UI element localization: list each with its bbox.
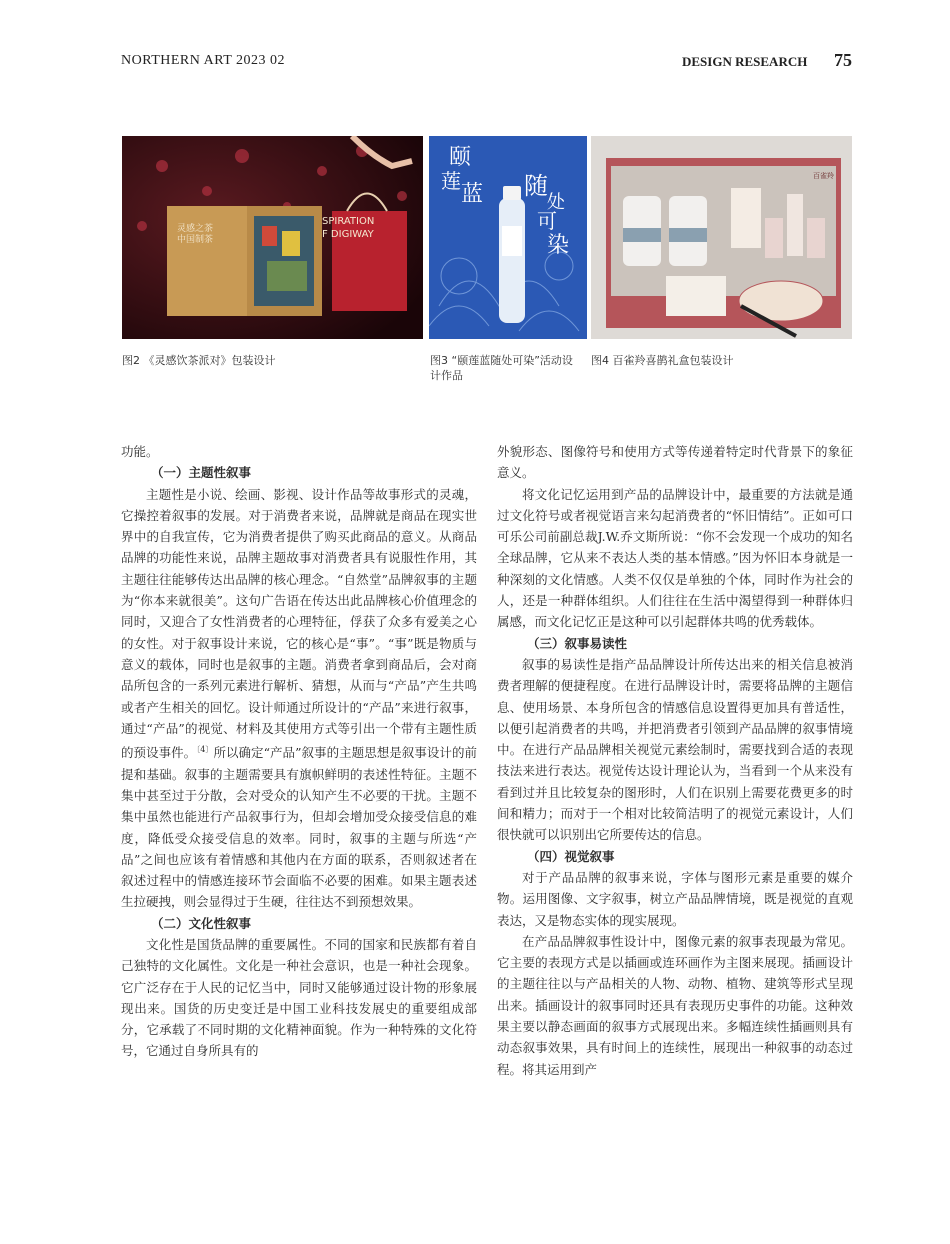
fig3-char-3: 蓝 <box>461 182 484 207</box>
right-column <box>497 441 853 1080</box>
paragraph: 叙事的易读性是指产品品牌设计所传达出来的相关信息被消费者理解的便捷程度。在进行品牌设计时，需要将品牌的主题信息、使用场景、本身所包含的情感信息设置得更加具有普适性，以便引起消费者的共鸣，并把消费者引领到产品品牌的叙事情境中。在进行产品品牌相关视觉元素绘制时，需要找到合适的表现技法来进行表达。视觉传达设计理论认为，当看到一个从来没有看到过并且比较复杂的图形时，人们在识别上需要花费更多的时间和精力；而对于一个相对比较简洁明了的视觉元素设计，人们很快就可以识别出它所要传达的信息。 <box>497 656 853 843</box>
paragraph-text: 主题性是小说、绘画、影视、设计作品等故事形式的灵魂，它操控着叙事的发展。对于消费者来说，品牌就是商品在现实世界中的自我宣传，它为消费者提供了购买此商品的意义。从商品品牌的功能性来说，品牌主题故事对消费者具有说服性作用，其主题往往能够传达出品牌的核心理念。“自然堂”品牌叙事的主题为“你本来就很美”。这句广告语在传达出此品牌核心价值理念的同时，又迎合了女性消费者的心理特征，俘获了众多有爱美之心的女性。对于叙事设计来说，它的核心是“事”。“事”既是物质与意义的载体，同时也是叙事的主题。消费者拿到商品后，会对商品所包含的一系列元素进行解析、猜想，从而与“产品”产生共鸣或者产生相关的回忆。设计师通过所设计的“产品”来进行叙事，通过“产品”的视觉、材料及其使用方式等引出一个带有主题性质的预设事件。 <box>121 486 477 761</box>
paragraph: 文化性是国货品牌的重要属性。不同的国家和民族都有着自己独特的文化属性。文化是一种社会意识，也是一种社会现象。它广泛存在于人民的记忆当中，同时又能够通过设计物的形象展现出来。国货的历史变迁是中国工业科技发展史的重要组成部分，它承载了不同时期的文化精神面貌。作为一种特殊的文化符号，它通过自身所具有的 <box>121 936 477 1059</box>
paragraph: 功能。 <box>121 444 159 459</box>
fig4-brand-mark: 百雀羚 <box>813 172 834 180</box>
fig3-char-4: 随 <box>524 172 548 200</box>
section-heading: （四）视觉叙事 <box>527 848 615 864</box>
fig3-char-2: 莲 <box>441 169 461 193</box>
fig2-mark-4: F DIGIWAY <box>322 229 374 240</box>
figure-4-illustration <box>591 136 852 339</box>
fig3-char-6: 可 <box>537 209 557 233</box>
figure-3-caption: 图3 “颐莲蓝随处可染”活动设计作品 <box>430 354 573 382</box>
page-number: 75 <box>834 50 852 70</box>
running-header-left: NORTHERN ART 2023 02 <box>121 53 286 68</box>
paragraph: 将文化记忆运用到产品的品牌设计中，最重要的方法就是通过文化符号或者视觉语言来勾起消费者的“怀旧情结”。正如可口可乐公司前副总裁J.W.乔文斯所说：“你不会发现一个成功的知名全球品牌，它从来不表达人类的基本情感。”因为怀旧本身就是一种深刻的文化情感。人类不仅仅是单独的个体，同时作为社会的人，还是一种群体组织。人们往往在生活中渴望得到一种群体归属感，而文化记忆正是这种可以引起群体共鸣的优秀载体。 <box>497 486 853 630</box>
reference-marker[interactable]: 〔4〕 <box>196 745 214 755</box>
paragraph: 外貌形态、图像符号和使用方式等传递着特定时代背景下的象征意义。 <box>497 444 853 481</box>
fig3-char-5: 处 <box>547 192 565 213</box>
figure-4-photo <box>591 136 852 339</box>
paragraph: 在产品品牌叙事性设计中，图像元素的叙事表现最为常见。它主要的表现方式是以插画或连环画作为主图来展现。插画设计的主题往往以与产品相关的人物、动物、植物、建筑等形式呈现出来。插画设计的叙事同时还具有表现历史事件的功能。这种效果主要以静态画面的叙事方式展现出来。多幅连续性插画则具有动态叙事效果，具有时间上的连续性，展现出一种叙事的动态过程。将其运用到产 <box>497 933 853 1077</box>
section-heading: （三）叙事易读性 <box>527 635 628 651</box>
paragraph-text: 所以确定“产品”叙事的主题思想是叙事设计的前提和基础。叙事的主题需要具有旗帜鲜明的表述性特征。主题不集中甚至过于分散，会对受众的认知产生不必要的干扰。主题不集中虽然也能进行产品叙事行为，但却会增加受众接受信息的难度，降低受众接受信息的效率。同时，叙事的主题与所选“产品”之间也应该有着情感和其他内在方面的联系，否则叙述者在叙述过程中的情感连接环节会面临不必要的困难。如果主题表述生拉硬拽，则会显得过于生硬，往往达不到预想效果。 <box>121 745 477 910</box>
fig3-char-1: 颐 <box>449 145 472 170</box>
fig2-mark-1: 灵感之茶 <box>177 224 214 234</box>
running-header-section: DESIGN RESEARCH <box>682 54 808 69</box>
fig2-mark-3: SPIRATION <box>322 216 375 227</box>
figure-2-illustration <box>122 136 423 339</box>
paragraph: 对于产品品牌的叙事来说，字体与图形元素是重要的媒介物。运用图像、文字叙事，树立产品品牌情境，既是视觉的直观表达，又是物态实体的现实展现。 <box>497 869 853 928</box>
paragraph <box>121 484 477 913</box>
left-column <box>121 441 477 1062</box>
figure-3-illustration <box>429 136 587 339</box>
section-heading: （一）主题性叙事 <box>151 465 252 481</box>
figure-2-caption: 图2 《灵感饮茶派对》包装设计 <box>122 354 276 367</box>
fig2-mark-2: 中国制茶 <box>177 235 214 245</box>
figure-4-caption: 图4 百雀羚喜鹊礼盒包装设计 <box>591 354 734 367</box>
section-heading: （二）文化性叙事 <box>151 915 252 931</box>
figure-3-photo <box>429 136 587 339</box>
figure-2-photo <box>122 136 423 339</box>
fig3-char-7: 染 <box>547 233 570 258</box>
